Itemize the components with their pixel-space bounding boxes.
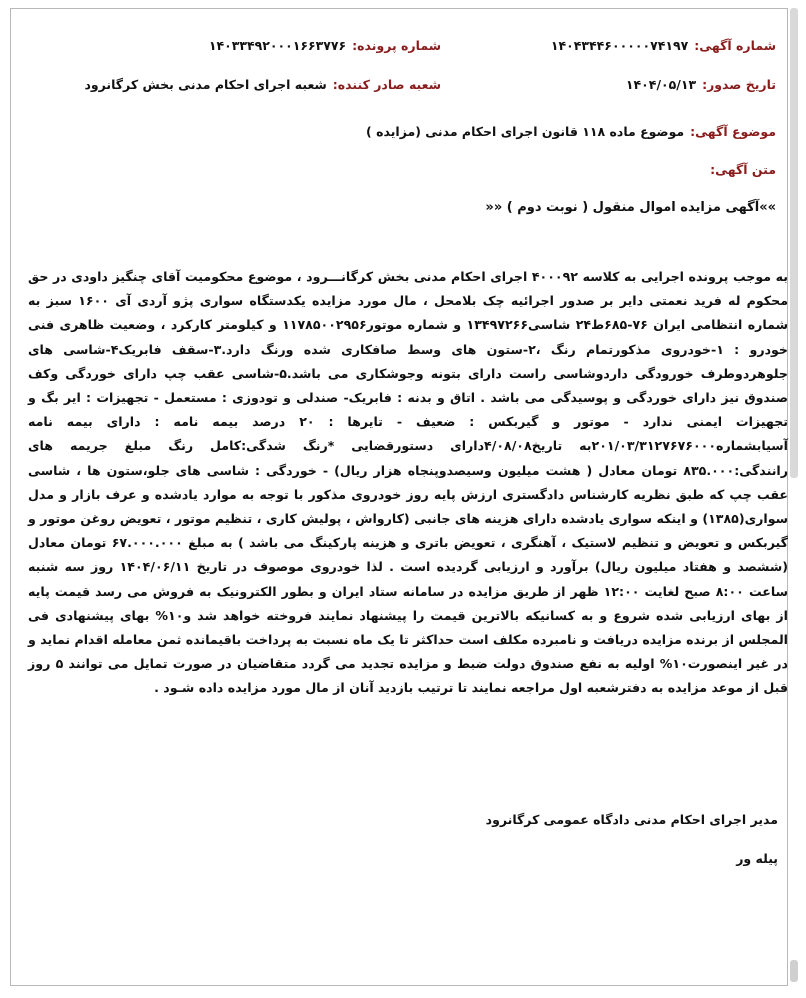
subject [366, 124, 776, 139]
notice-number-label: شماره آگهی: [694, 38, 776, 53]
notice-number [551, 38, 776, 53]
text-label: متن آگهی: [710, 162, 776, 177]
case-number [209, 38, 441, 53]
signature-title: مدیر اجرای احکام مدنی دادگاه عمومی کرگانرود [485, 812, 778, 827]
notice-title: »»آگهی مزایده اموال منقول ( نوبت دوم ) «« [485, 200, 776, 215]
case-number-label: شماره پرونده: [352, 38, 441, 53]
issuer [84, 77, 441, 92]
notice-body [28, 265, 788, 701]
issue-date-value: ۱۴۰۴/۰۵/۱۳ [625, 77, 697, 92]
issue-date-label: تاریخ صدور: [702, 77, 776, 92]
scrollbar-thumb[interactable] [790, 8, 798, 478]
issue-date [626, 77, 776, 92]
notice-body-text: به موجب پرونده اجرایی به کلاسه ۴۰۰۰۹۲ اجرای احکام مدنی بخش کرگانـــرود ، موضوع محکومیت آقای چنگیز داودی در حق محکوم له فرید نعمتی دایر بر صدور اجرائیه چک بلامحل ، مال مورد مزایده یکدستگاه سواری پژو آردی آی ۱۶۰۰ سبز به شماره انتظامی ایران ۷۶-۶۸۵ط۲۴ شاسی۱۳۴۹۷۲۶۶ و شماره موتور۱۱۷۸۵۰۰۲۹۵۶ و کیلومتر کارکرد ، وضعیت ظاهری فنی خودرو : ۱-خودروی مذکورتمام رنگ ،۲-ستون های وسط صافکاری شده ورنگ دارد.۳-سقف فابریک۴-شاسی های جلوهردوطرف خورودگی داردوشاسی راست دارای بتونه وجوشکاری می باشد.۵-شاسی عقب چپ دارای خوردگی وکف صندوق نیز دارای خوردگی و پوسیدگی می باشد . اتاق و بدنه : فابریک- صندلی و تودوزی : مستعمل - تجهیزات : ایر بگ و تجهیزات ایمنی ندارد - موتور و گیربکس : ضعیف - تایرها : ۲۰ درصد بیمه نامه : دارای بیمه نامه آسیابشماره۲۰۱/۰۳/۳۱۲۷۶۷۶۰۰۰به تاریخ۴/۰۸/۰۸دارای دستورقضایی *رنگ شدگی:کامل رنگ مبلغ جریمه های رانندگی:۸۳۵.۰۰۰ تومان معادل ( هشت میلیون وسیصدوپنجاه هزار ریال) - خوردگی : شاسی های جلو،ستون ها ، شاسی عقب چپ که طبق نظریه کارشناس دادگستری ارزش پایه روز خودروی مذکور با توجه به موارد یادشده و عرف بازار و مدل سواری(۱۳۸۵) و اینکه سواری یادشده دارای هزینه های جانبی (کارواش ، پولیش کاری ، تنظیم موتور ، تعویض روغن موتور و گیربکس و تعویض و تنظیم لاستیک ، آهنگری ، تعویض باتری و هزینه پارکینگ می باشد ) به مبلغ ۶۷.۰۰۰.۰۰۰ تومان معادل (ششصد و هفتاد میلیون ریال) برآورد و ارزیابی گردیده است . لذا خودروی موصوف در تاریخ ۱۴۰۴/۰۶/۱۱ روز سه شنبه ساعت ۸:۰۰ صبح لغایت ۱۲:۰۰ ظهر از طریق مزایده در سامانه ستاد ایران و بطور الکترونیک به فروش می رسد قیمت پایه از بهای ارزیابی شده شروع و به کسانیکه بالاترین قیمت را پیشنهاد نمایند فروخته خواهد شد و۱۰% بهای پیشنهادی فی المجلس از برنده مزایده دریافت و نامبرده مکلف است حداکثر تا یک ماه نسبت به پرداخت باقیمانده ثمن معامله اقدام نماید و در غیر اینصورت۱۰% اولیه به نفع صندوق دولت ضبط و مزایده تجدید می گردد متقاضیان در صورت تمایل می توانند ۵ روز قبل از موعد مزایده به دفترشعبه اول مراجعه نمایند تا ترتیب بازدید آنان از مال مورد مزایده داده شـود . [28, 269, 789, 696]
signature-name: پیله ور [736, 851, 778, 866]
subject-label: موضوع آگهی: [690, 124, 776, 139]
notice-number-value: ۱۴۰۴۳۴۴۶۰۰۰۰۰۷۴۱۹۷ [550, 38, 689, 53]
scrollbar-end[interactable] [790, 960, 798, 982]
case-number-value: ۱۴۰۳۳۴۹۲۰۰۰۱۶۶۳۷۷۶ [208, 38, 347, 53]
issuer-label: شعبه صادر کننده: [332, 77, 441, 92]
subject-value: موضوع ماده ۱۱۸ قانون اجرای احکام مدنی (مزایده ) [366, 124, 685, 139]
issuer-value: شعبه اجرای احکام مدنی بخش کرگانرود [84, 77, 327, 92]
